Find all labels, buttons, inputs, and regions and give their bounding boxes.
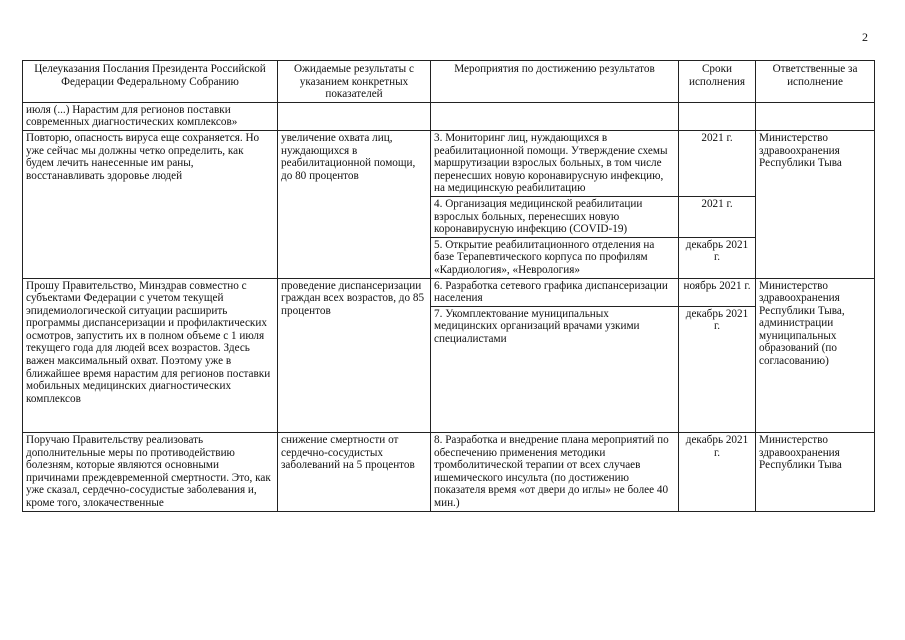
deadline-cell: декабрь 2021 г. (679, 306, 756, 346)
action-plan-table (22, 60, 875, 512)
result-cell: увеличение охвата лиц, нуждающихся в реабилитационной помощи, до 80 процентов (278, 130, 431, 278)
deadline-cell: 2021 г. (679, 196, 756, 237)
deadline-cell: 2021 г. (679, 130, 756, 196)
measure-cell: 4. Организация медицинской реабилитации взрослых больных, перенесших новую коронавирусную инфекцию (COVID-19) (431, 196, 679, 237)
header-measures: Мероприятия по достижению результатов (431, 61, 679, 103)
continuation-goal: июля (...) Нарастим для регионов поставки современных диагностических комплексов» (23, 102, 278, 130)
result-cell: проведение диспансеризации граждан всех возрастов, до 85 процентов (278, 278, 431, 432)
responsible-cell: Министерство здравоохранения Республики Тыва, администрации муниципальных образований (по согласованию) (756, 278, 875, 432)
measure-cell: 6. Разработка сетевого графика диспансеризации населения (431, 278, 679, 306)
goal-cell: Прошу Правительство, Минздрав совместно с субъектами Федерации с учетом текущей эпидемиологической ситуации расширить программы диспансеризации и профилактических осмотров, запустить их в полном объеме с 1 июля текущего года для людей всех возрастов. Здесь важен максимальный охват. Поэтому уже в ближайшее время нарастим для регионов поставки мобильных медицинских диагностических комплексов (23, 278, 278, 432)
table-row (23, 278, 875, 306)
deadline-cell: ноябрь 2021 г. (679, 278, 756, 306)
continuation-row (23, 102, 875, 130)
result-cell: снижение смертности от сердечно-сосудистых заболеваний на 5 процентов (278, 432, 431, 511)
measure-cell: 7. Укомплектование муниципальных медицинских организаций врачами узкими специалистами (431, 306, 679, 346)
goal-cell: Поручаю Правительству реализовать дополнительные меры по противодействию болезням, которые являются основными причинами преждевременной смертности. Это, как уже сказал, сердечно-сосудистые заболевания и, кроме того, злокачественные (23, 432, 278, 511)
table-header-row (23, 61, 875, 103)
header-deadline: Сроки исполнения (679, 61, 756, 103)
responsible-cell: Министерство здравоохранения Республики Тыва (756, 432, 875, 511)
table-row (23, 432, 875, 511)
goal-cell: Повторю, опасность вируса еще сохраняется. Но уже сейчас мы должны четко определить, как будем лечить нанесенные им раны, восстанавливать здоровье людей (23, 130, 278, 278)
page-number: 2 (862, 30, 868, 44)
deadline-cell: декабрь 2021 г. (679, 237, 756, 278)
measure-cell: 8. Разработка и внедрение плана мероприятий по обеспечению применения методики тромболитической терапии от всех случаев ишемического инсульта (по достижению показателя время «от двери до иглы» не более 40 мин.) (431, 432, 679, 511)
header-result: Ожидаемые результаты с указанием конкретных показателей (278, 61, 431, 103)
measure-cell: 3. Мониторинг лиц, нуждающихся в реабилитационной помощи. Утверждение схемы маршрутизации взрослых больных, в том числе перенесших новую коронавирусную инфекцию, на медицинскую реабилитацию (431, 130, 679, 196)
responsible-cell: Министерство здравоохранения Республики Тыва (756, 130, 875, 278)
header-responsible: Ответственные за исполнение (756, 61, 875, 103)
deadline-cell: декабрь 2021 г. (679, 432, 756, 511)
header-goal: Целеуказания Послания Президента Российской Федерации Федеральному Собранию (23, 61, 278, 103)
measure-cell: 5. Открытие реабилитационного отделения на базе Терапевтического корпуса по профилям «Кардиология», «Неврология» (431, 237, 679, 278)
table-row (23, 130, 875, 196)
